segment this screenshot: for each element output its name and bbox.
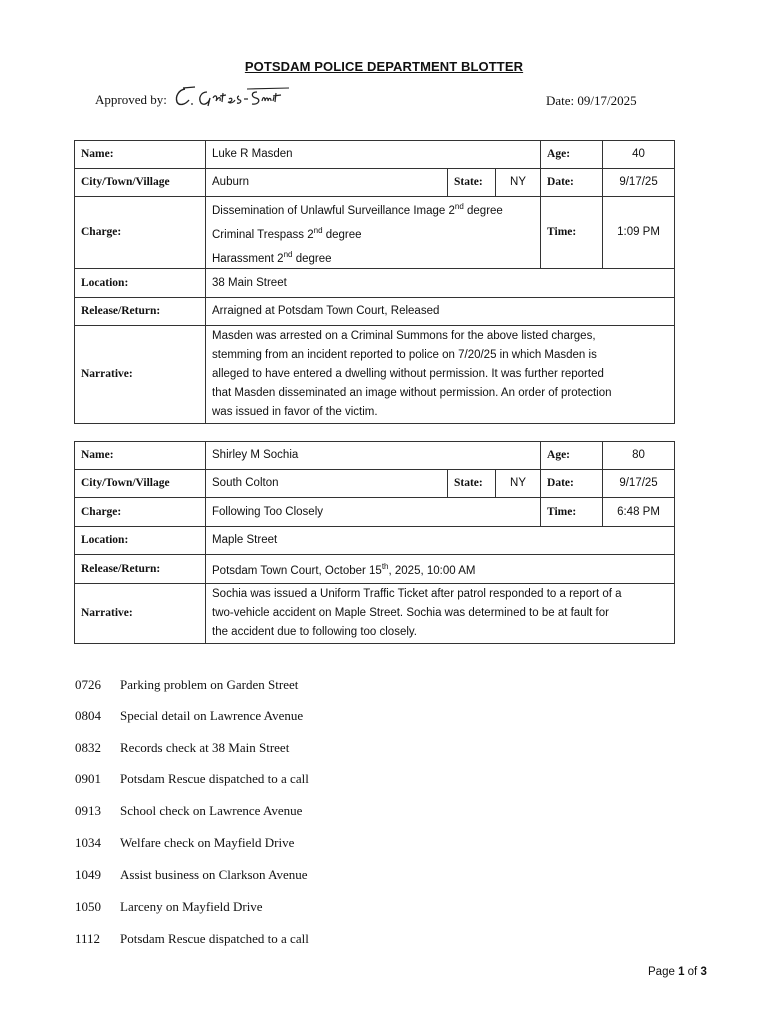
date-label: Date: — [541, 470, 603, 498]
release-text: Arraigned at Potsdam Town Court, Released — [212, 305, 440, 318]
log-entry — [75, 677, 298, 693]
log-entry — [75, 708, 303, 724]
age-label: Age: — [541, 442, 603, 470]
date-label: Date: — [541, 169, 603, 197]
log-time: 0832 — [75, 740, 101, 755]
log-time: 1050 — [75, 899, 101, 914]
city-value: Auburn — [206, 169, 448, 197]
age-value: 40 — [603, 141, 675, 169]
log-time: 0901 — [75, 771, 101, 786]
log-entry — [75, 867, 308, 883]
time-value: 1:09 PM — [603, 197, 675, 269]
release-text: Potsdam Town Court, October 15th, 2025, 10:00 AM — [212, 562, 476, 577]
log-entry — [75, 835, 294, 851]
state-value: NY — [496, 470, 541, 498]
narrative-label: Narrative: — [75, 584, 206, 644]
release-value — [206, 555, 675, 584]
narrative-line: Masden was arrested on a Criminal Summons for the above listed charges, — [212, 330, 596, 343]
state-value: NY — [496, 169, 541, 197]
age-value: 80 — [603, 442, 675, 470]
narrative-line: Sochia was issued a Uniform Traffic Ticket after patrol responded to a report of a — [212, 588, 622, 600]
charge-value — [206, 498, 541, 527]
charge-line: Criminal Trespass 2nd degree — [212, 225, 362, 241]
narrative-value — [206, 326, 675, 424]
date-value: 9/17/25 — [603, 169, 675, 197]
log-time: 0804 — [75, 708, 101, 723]
log-text: School check on Lawrence Avenue — [120, 803, 303, 818]
state-label: State: — [448, 169, 496, 197]
city-label: City/Town/Village — [75, 470, 206, 498]
page-label: Page — [648, 966, 679, 978]
release-value — [206, 298, 675, 326]
name-value: Luke R Masden — [206, 141, 541, 169]
state-label: State: — [448, 470, 496, 498]
narrative-line: that Masden disseminated an image without permission. An order of protection — [212, 387, 612, 400]
blotter-record — [74, 140, 675, 424]
log-entry — [75, 771, 309, 787]
narrative-label: Narrative: — [75, 326, 206, 424]
page-number — [648, 966, 707, 978]
log-time: 1112 — [75, 931, 101, 946]
narrative-line: was issued in favor of the victim. — [212, 406, 378, 419]
approver-signature — [173, 84, 291, 110]
approved-by-label: Approved by: — [95, 92, 167, 107]
log-text: Larceny on Mayfield Drive — [120, 899, 263, 914]
log-entry — [75, 899, 263, 915]
charge-line: Harassment 2nd degree — [212, 249, 332, 265]
page-total: 3 — [700, 966, 707, 978]
log-text: Welfare check on Mayfield Drive — [120, 835, 295, 850]
time-label: Time: — [541, 197, 603, 269]
page-title: POTSDAM POLICE DEPARTMENT BLOTTER — [244, 59, 524, 74]
log-time: 0913 — [75, 803, 101, 818]
log-text: Assist business on Clarkson Avenue — [120, 867, 308, 882]
date-value: 9/17/25 — [603, 470, 675, 498]
page-of: of — [684, 966, 701, 978]
city-label: City/Town/Village — [75, 169, 206, 197]
log-text: Parking problem on Garden Street — [120, 677, 299, 692]
blotter-record — [74, 441, 675, 644]
narrative-line: alleged to have entered a dwelling without permission. It was further reported — [212, 368, 604, 381]
charge-label: Charge: — [75, 197, 206, 269]
name-label: Name: — [75, 141, 206, 169]
location-label: Location: — [75, 527, 206, 555]
page-current: 1 — [678, 966, 685, 978]
location-value: 38 Main Street — [206, 269, 675, 298]
log-text: Special detail on Lawrence Avenue — [120, 708, 304, 723]
log-entry — [75, 740, 289, 756]
charge-line: Following Too Closely — [212, 505, 324, 518]
age-label: Age: — [541, 141, 603, 169]
time-value: 6:48 PM — [603, 498, 675, 527]
header-date: Date: 09/17/2025 — [546, 93, 637, 108]
narrative-line: two-vehicle accident on Maple Street. Sochia was determined to be at fault for — [212, 607, 609, 619]
time-label: Time: — [541, 498, 603, 527]
narrative-value — [206, 584, 675, 644]
log-text: Potsdam Rescue dispatched to a call — [120, 771, 309, 786]
log-time: 1049 — [75, 867, 101, 882]
narrative-line: the accident due to following too closely. — [212, 626, 417, 638]
location-value: Maple Street — [206, 527, 675, 555]
location-label: Location: — [75, 269, 206, 298]
log-entry — [75, 931, 309, 947]
log-text: Records check at 38 Main Street — [120, 740, 290, 755]
name-value: Shirley M Sochia — [206, 442, 541, 470]
release-label: Release/Return: — [75, 555, 206, 584]
charge-line: Dissemination of Unlawful Surveillance Image 2nd degree — [212, 202, 503, 217]
narrative-line: stemming from an incident reported to police on 7/20/25 in which Masden is — [212, 349, 597, 362]
charge-label: Charge: — [75, 498, 206, 527]
charge-value — [206, 197, 541, 269]
name-label: Name: — [75, 442, 206, 470]
log-time: 0726 — [75, 677, 101, 692]
log-time: 1034 — [75, 835, 101, 850]
city-value: South Colton — [206, 470, 448, 498]
release-label: Release/Return: — [75, 298, 206, 326]
log-text: Potsdam Rescue dispatched to a call — [120, 931, 309, 946]
log-entry — [75, 803, 302, 819]
